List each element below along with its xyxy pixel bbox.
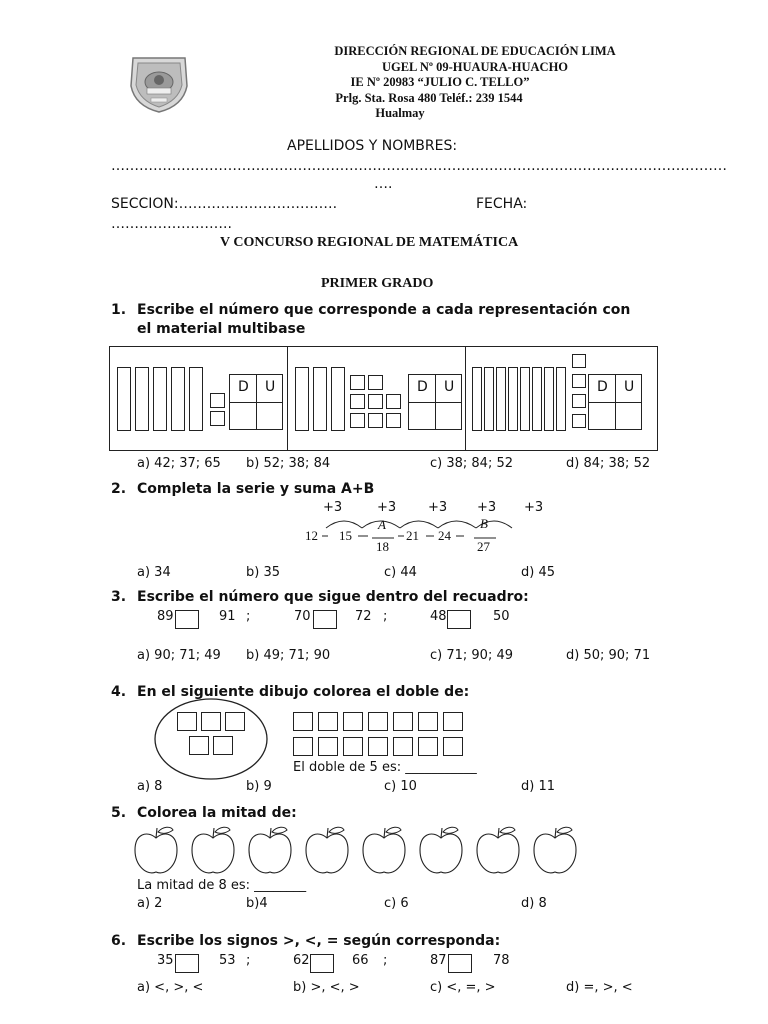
q3-seq1-end: 91	[219, 609, 236, 624]
q4-color-square[interactable]	[293, 737, 313, 756]
q3-option-b[interactable]: b) 49; 71; 90	[246, 648, 331, 663]
q4-text: En el siguiente dibujo colorea el doble de:	[137, 684, 470, 700]
q5-answer-line[interactable]: La mitad de 8 es: ________	[137, 878, 307, 893]
separator: ;	[383, 953, 388, 968]
step-label: +3	[477, 500, 497, 515]
q6-option-d[interactable]: d) =, >, <	[566, 980, 633, 995]
unit-cube	[386, 394, 401, 409]
ten-rod	[295, 367, 309, 431]
step-label: +3	[323, 500, 343, 515]
ten-rod	[472, 367, 482, 431]
tens-heading: D	[417, 379, 428, 395]
q6-option-a[interactable]: a) <, >, <	[137, 980, 204, 995]
q1-option-c[interactable]: c) 38; 84; 52	[430, 456, 514, 471]
apple-icon	[420, 827, 462, 873]
series-b: B	[480, 516, 488, 531]
q4-option-c[interactable]: c) 10	[384, 779, 417, 794]
q3-answer-box-3[interactable]	[447, 610, 471, 629]
apple-icon	[534, 827, 576, 873]
ten-rod	[331, 367, 345, 431]
ten-rod	[544, 367, 554, 431]
q1-option-a[interactable]: a) 42; 37; 65	[137, 456, 221, 471]
tens-heading: D	[597, 379, 608, 395]
header-line-3: IE Nº 20983 “JULIO C. TELLO”	[350, 75, 530, 89]
ten-rod	[153, 367, 167, 431]
contest-title: V CONCURSO REGIONAL DE MATEMÁTICA	[220, 235, 519, 250]
date-dots: ……………………..	[111, 216, 232, 232]
q3-option-d[interactable]: d) 50; 90; 71	[566, 648, 651, 663]
q6-number: 6.	[111, 933, 127, 949]
q5-number: 5.	[111, 805, 127, 821]
q6-option-c[interactable]: c) <, =, >	[430, 980, 496, 995]
unit-cube	[572, 394, 586, 408]
q2-option-b[interactable]: b) 35	[246, 565, 280, 580]
q3-option-c[interactable]: c) 71; 90; 49	[430, 648, 514, 663]
q4-color-square[interactable]	[293, 712, 313, 731]
q3-answer-box-2[interactable]	[313, 610, 337, 629]
q4-color-square[interactable]	[368, 737, 388, 756]
q1-text-line-2: el material multibase	[137, 321, 306, 337]
q4-color-square[interactable]	[443, 712, 463, 731]
ten-rod	[496, 367, 506, 431]
q4-color-square[interactable]	[318, 712, 338, 731]
ten-rod	[135, 367, 149, 431]
q4-square	[225, 712, 245, 731]
du-table[interactable]	[229, 374, 283, 430]
q1-option-b[interactable]: b) 52; 38; 84	[246, 456, 331, 471]
unit-cube	[572, 374, 586, 388]
q3-option-a[interactable]: a) 90; 71; 49	[137, 648, 221, 663]
unit-cube	[386, 413, 401, 428]
unit-cube	[210, 411, 225, 426]
q1-text-line-1: Escribe el número que corresponde a cada representación con	[137, 302, 631, 318]
q2-option-d[interactable]: d) 45	[521, 565, 555, 580]
unit-cube	[368, 413, 383, 428]
q4-color-square[interactable]	[393, 712, 413, 731]
q3-seq3-start: 48	[430, 609, 447, 624]
series-a: A	[378, 517, 386, 532]
q3-number: 3.	[111, 589, 127, 605]
step-label: +3	[428, 500, 448, 515]
q4-option-d[interactable]: d) 11	[521, 779, 555, 794]
q6-text: Escribe los signos >, <, = según corresponda:	[137, 933, 501, 949]
q4-square	[177, 712, 197, 731]
du-table[interactable]	[408, 374, 462, 430]
q4-color-square[interactable]	[368, 712, 388, 731]
ten-rod	[117, 367, 131, 431]
ten-rod	[189, 367, 203, 431]
ten-rod	[171, 367, 185, 431]
date-label: FECHA:	[476, 196, 528, 212]
q4-color-square[interactable]	[443, 737, 463, 756]
q6-pair3-right: 78	[493, 953, 510, 968]
separator: ;	[246, 609, 251, 624]
q3-seq2-start: 70	[294, 609, 311, 624]
q1-divider-2	[465, 347, 466, 450]
ten-rod	[508, 367, 518, 431]
q6-pair1-right: 53	[219, 953, 236, 968]
q4-color-square[interactable]	[343, 712, 363, 731]
q4-number: 4.	[111, 684, 127, 700]
q3-seq3-end: 50	[493, 609, 510, 624]
unit-cube	[350, 375, 365, 390]
q3-text: Escribe el número que sigue dentro del recuadro:	[137, 589, 529, 605]
apple-icon	[363, 827, 405, 873]
q6-pair3-left: 87	[430, 953, 447, 968]
q2-text: Completa la serie y suma A+B	[137, 481, 375, 497]
unit-cube	[210, 393, 225, 408]
q4-square	[201, 712, 221, 731]
separator: ;	[383, 609, 388, 624]
unit-cube	[572, 354, 586, 368]
du-table[interactable]	[588, 374, 642, 430]
q1-option-d[interactable]: d) 84; 38; 52	[566, 456, 651, 471]
q2-option-a[interactable]: a) 34	[137, 565, 171, 580]
header-line-5: Hualmay	[375, 106, 425, 120]
apple-icon	[477, 827, 519, 873]
q3-seq2-end: 72	[355, 609, 372, 624]
ten-rod	[520, 367, 530, 431]
q3-seq1-start: 89	[157, 609, 174, 624]
series-12: 12	[305, 528, 318, 543]
q6-sign-box-3[interactable]	[448, 954, 472, 973]
q4-color-square[interactable]	[343, 737, 363, 756]
q6-sign-box-1[interactable]	[175, 954, 199, 973]
apple-icon	[249, 827, 291, 873]
series-15: 15	[339, 528, 352, 543]
apple-icon	[192, 827, 234, 873]
q2-option-c[interactable]: c) 44	[384, 565, 417, 580]
q4-answer-line[interactable]: El doble de 5 es: ___________	[293, 760, 477, 775]
q5-option-b[interactable]: b)4	[246, 896, 268, 911]
header-line-2: UGEL Nº 09-HUAURA-HUACHO	[381, 60, 569, 74]
apple-icon	[135, 827, 177, 873]
q5-option-a[interactable]: a) 2	[137, 896, 163, 911]
series-18: 18	[376, 539, 389, 554]
q6-pair1-left: 35	[157, 953, 174, 968]
series-21: 21	[406, 528, 419, 543]
names-dots-tail: ….	[374, 176, 393, 192]
q5-option-c[interactable]: c) 6	[384, 896, 409, 911]
q3-answer-box-1[interactable]	[175, 610, 199, 629]
ten-rod	[532, 367, 542, 431]
unit-cube	[368, 394, 383, 409]
names-dots-line: ……………………………………………………………………………………………………………………	[111, 158, 727, 174]
section-field: SECCION:…………………………….	[111, 196, 338, 212]
q4-option-b[interactable]: b) 9	[246, 779, 272, 794]
q2-number: 2.	[111, 481, 127, 497]
q5-text: Colorea la mitad de:	[137, 805, 297, 821]
q4-option-a[interactable]: a) 8	[137, 779, 163, 794]
series-24: 24	[438, 528, 451, 543]
tens-heading: D	[238, 379, 249, 395]
step-label: +3	[377, 500, 397, 515]
q4-square	[189, 736, 209, 755]
ten-rod	[484, 367, 494, 431]
units-heading: U	[444, 379, 455, 395]
q1-number: 1.	[111, 302, 127, 318]
unit-cube	[572, 414, 586, 428]
header-line-1: DIRECCIÓN REGIONAL DE EDUCACIÓN LIMA	[334, 44, 616, 58]
q6-pair2-left: 62	[293, 953, 310, 968]
apple-icon	[306, 827, 348, 873]
ten-rod	[313, 367, 327, 431]
q6-pair2-right: 66	[352, 953, 369, 968]
ten-rod	[556, 367, 566, 431]
q5-apples[interactable]	[133, 822, 583, 878]
header-line-4: Prlg. Sta. Rosa 480 Teléf.: 239 1544	[335, 91, 523, 105]
school-seal-logo	[127, 52, 191, 114]
separator: ;	[246, 953, 251, 968]
unit-cube	[350, 394, 365, 409]
q4-color-square[interactable]	[393, 737, 413, 756]
q6-sign-box-2[interactable]	[310, 954, 334, 973]
names-label: APELLIDOS Y NOMBRES:	[287, 138, 458, 154]
q4-color-square[interactable]	[418, 712, 438, 731]
q1-divider-1	[287, 347, 288, 450]
q4-color-square[interactable]	[318, 737, 338, 756]
q6-option-b[interactable]: b) >, <, >	[293, 980, 360, 995]
units-heading: U	[265, 379, 276, 395]
q5-option-d[interactable]: d) 8	[521, 896, 547, 911]
grade-title: PRIMER GRADO	[321, 276, 434, 291]
units-heading: U	[624, 379, 635, 395]
unit-cube	[350, 413, 365, 428]
unit-cube	[368, 375, 383, 390]
series-27: 27	[477, 539, 490, 554]
q4-color-square[interactable]	[418, 737, 438, 756]
step-label: +3	[524, 500, 544, 515]
q4-square	[213, 736, 233, 755]
q4-group-ellipse	[153, 697, 269, 781]
